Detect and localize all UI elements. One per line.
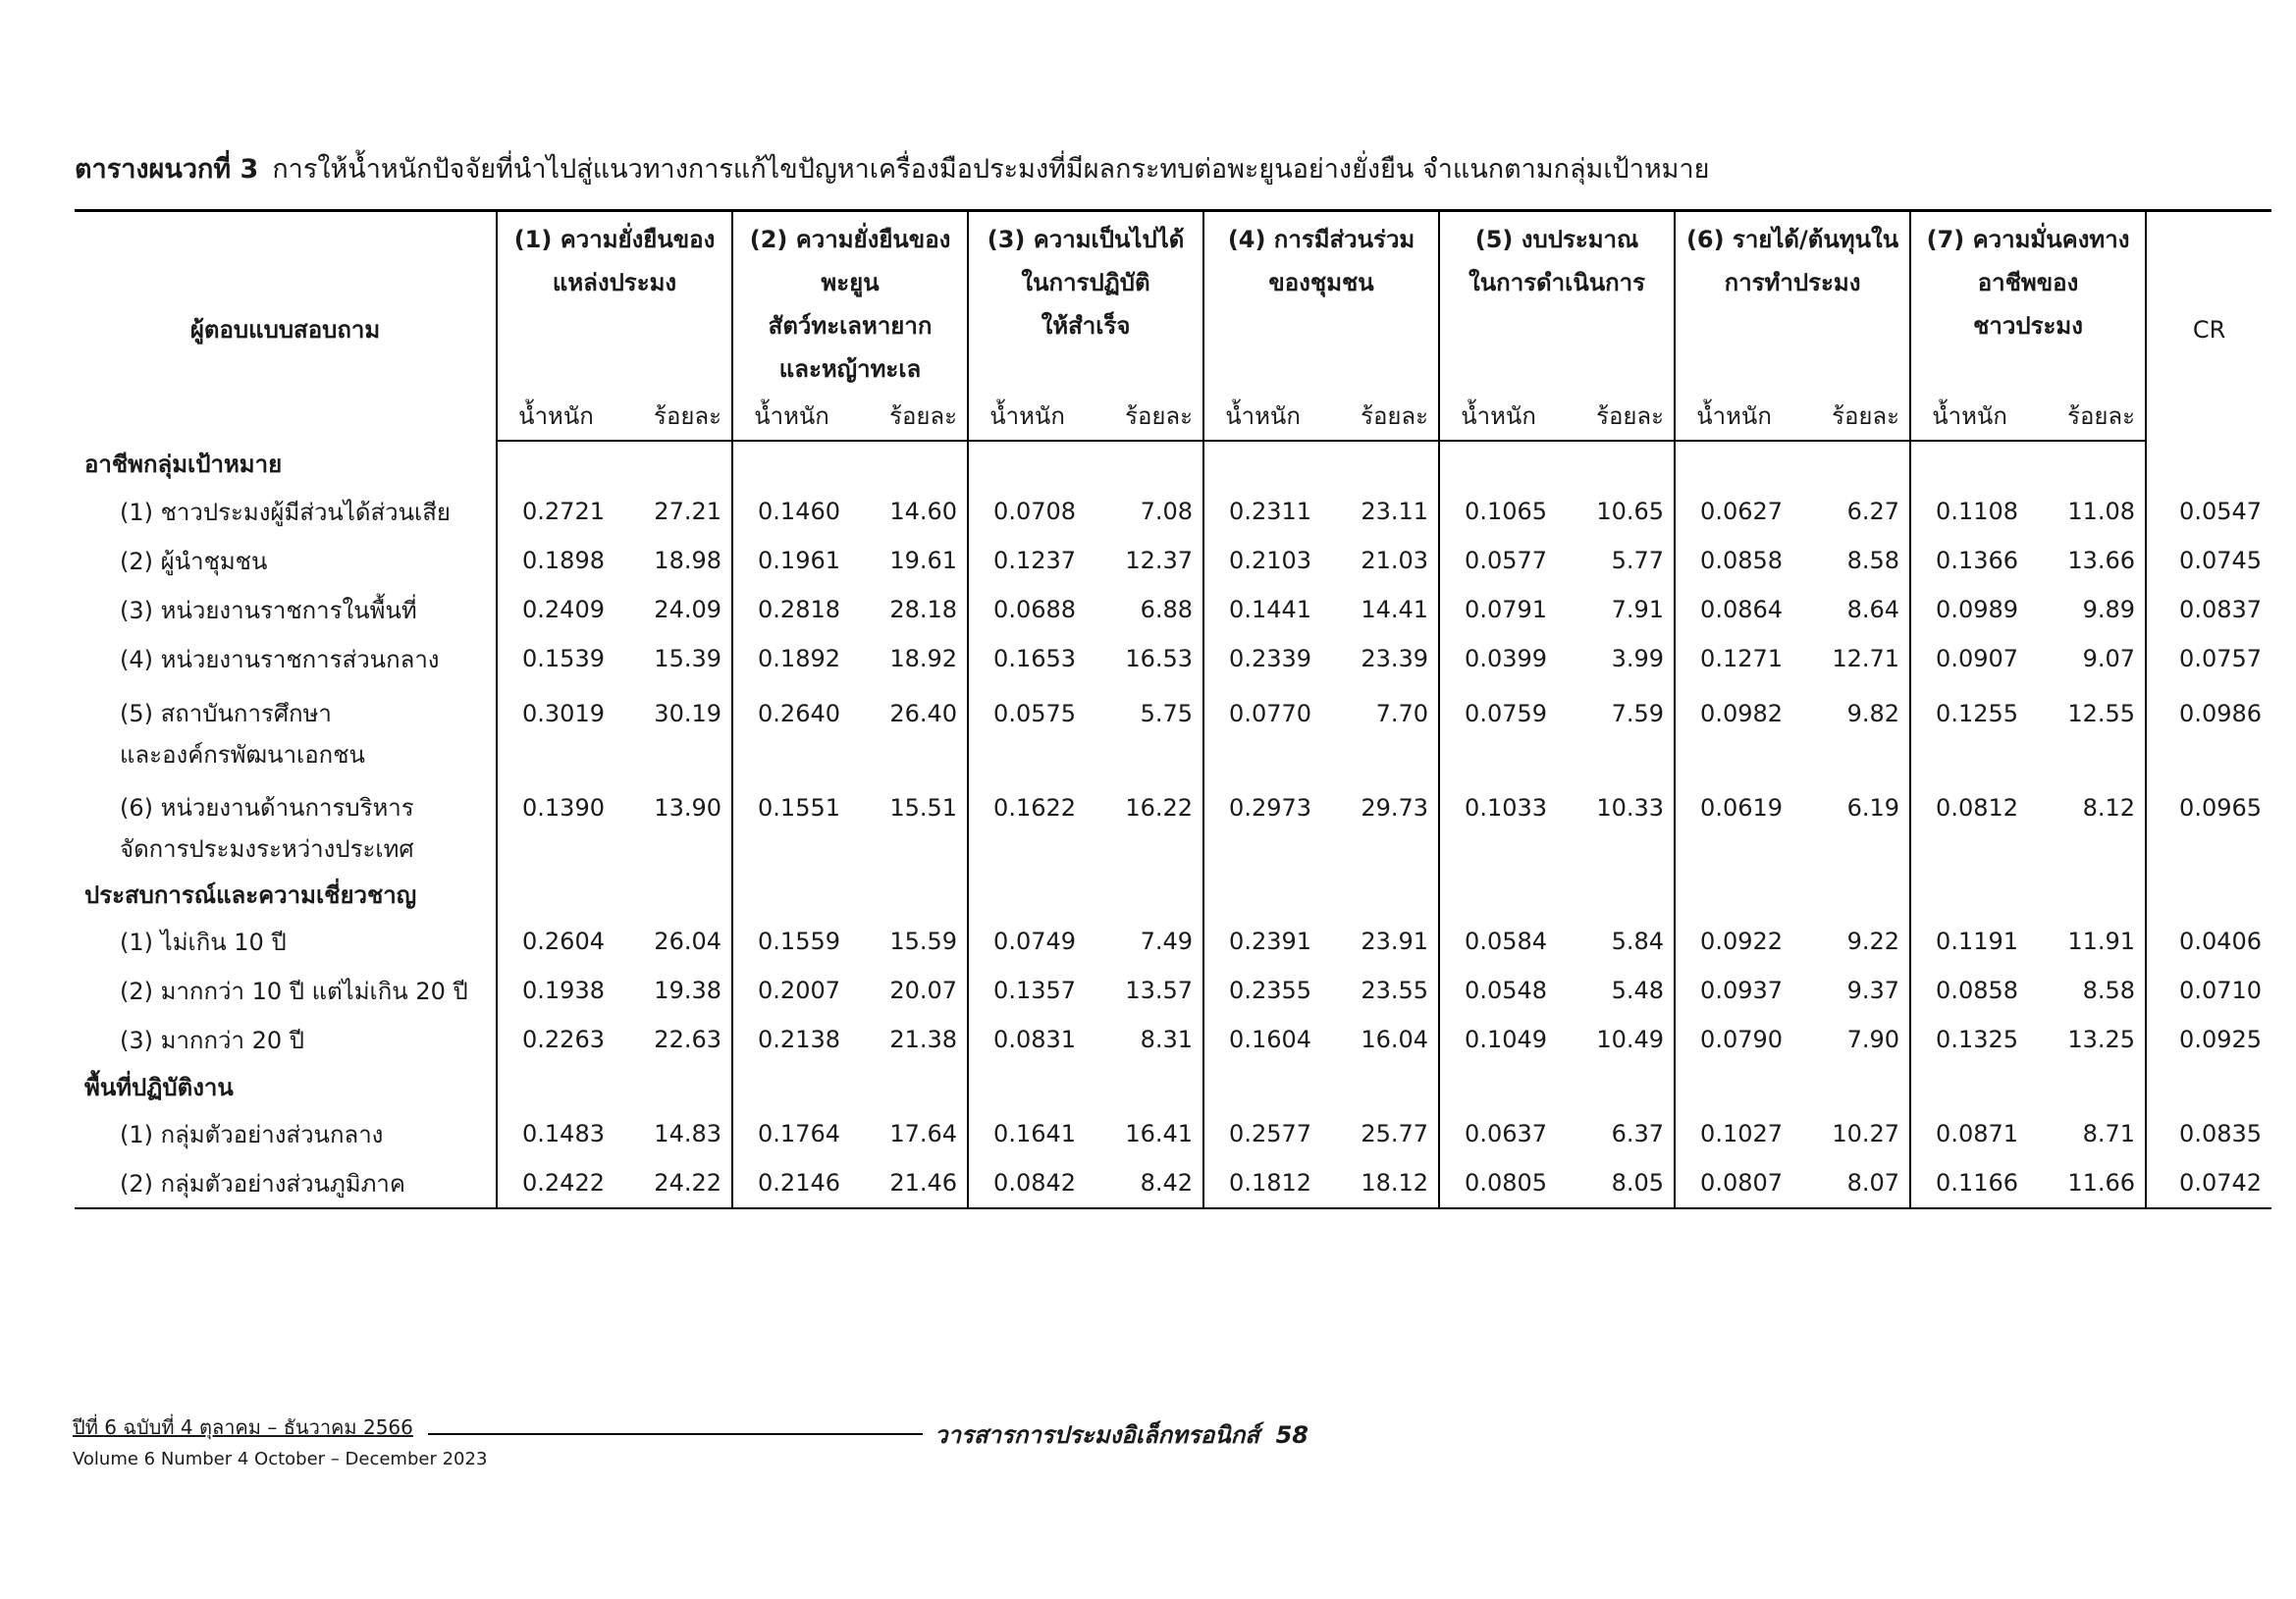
- weight-cell: 0.1764: [732, 1109, 850, 1158]
- percent-cell: 10.65: [1596, 498, 1665, 525]
- percent-cell: 23.39: [1361, 645, 1429, 672]
- percent-cell: 11.66: [2028, 1158, 2146, 1208]
- weight-cell: 0.3019: [497, 683, 614, 777]
- weight-subheader: น้ำหนัก: [968, 391, 1086, 441]
- row-label: [75, 634, 497, 683]
- table-body: [75, 441, 2271, 1208]
- table-row: [75, 683, 2271, 777]
- percent-cell: 8.71: [2082, 1120, 2136, 1147]
- weight-cell: 0.1027: [1675, 1109, 1792, 1158]
- weight-cell: 0.0907: [1910, 634, 2028, 683]
- percent-cell: 6.37: [1611, 1120, 1665, 1147]
- weight-cell: 0.0864: [1675, 585, 1792, 634]
- weight-cell: 0.1441: [1203, 585, 1321, 634]
- percent-cell: 14.83: [654, 1120, 722, 1147]
- weight-subheader: น้ำหนัก: [1675, 391, 1792, 441]
- factor-header: (4) การมีส่วนร่วม ของชุมชน: [1203, 211, 1439, 392]
- percent-cell: 23.91: [1361, 928, 1429, 955]
- weight-cell: 0.0688: [968, 585, 1086, 634]
- percent-cell: 26.40: [889, 700, 958, 727]
- percent-cell: 25.77: [1361, 1120, 1429, 1147]
- weight-subheader: น้ำหนัก: [1439, 391, 1557, 441]
- section-title: พื้นที่ปฏิบัติงาน: [84, 1073, 234, 1101]
- row-label-line: (2) ผู้นำชุมชน: [120, 547, 268, 575]
- weight-cell: 0.0831: [968, 1015, 1086, 1064]
- row-label-line: (3) หน่วยงานราชการในพื้นที่: [120, 596, 417, 624]
- percent-cell: 21.38: [889, 1026, 958, 1053]
- percent-cell: 16.22: [1125, 794, 1194, 822]
- weight-cell: 0.2577: [1203, 1109, 1321, 1158]
- percent-cell: 6.19: [1846, 794, 1900, 822]
- table-row: [75, 1109, 2271, 1158]
- weight-cell: 0.2409: [497, 585, 614, 634]
- weight-cell: 0.0548: [1439, 966, 1557, 1015]
- percent-cell: 9.22: [1846, 928, 1900, 955]
- percent-cell: 15.51: [889, 794, 958, 822]
- row-label: [75, 536, 497, 585]
- row-label: [75, 487, 497, 536]
- percent-subheader: ร้อยละ: [850, 391, 968, 441]
- percent-subheader: ร้อยละ: [614, 391, 732, 441]
- percent-cell: 8.07: [1792, 1158, 1910, 1208]
- cr-cell: 0.0965: [2146, 777, 2271, 872]
- factor-header: (2) ความยั่งยืนของ พะยูน สัตว์ทะเลหายาก และหญ้าทะเล: [732, 211, 968, 392]
- weight-cell: 0.1366: [1910, 536, 2028, 585]
- percent-cell: 6.27: [1846, 498, 1900, 525]
- row-label: [75, 1109, 497, 1158]
- weight-cell: 0.0858: [1910, 966, 2028, 1015]
- weight-cell: 0.1108: [1910, 487, 2028, 536]
- table-title-text: การให้น้ำหนักปัจจัยที่นำไปสู่แนวทางการแก้ไขปัญหาเครื่องมือประมงที่มีผลกระทบต่อพะยูนอย่างยั่งยืน จำแนกตามกลุ่มเป้าหมาย: [272, 154, 1710, 185]
- percent-cell: 18.98: [654, 547, 722, 574]
- percent-cell: 10.33: [1596, 794, 1665, 822]
- percent-cell: 9.82: [1846, 700, 1900, 727]
- weight-cell: 0.2263: [497, 1015, 614, 1064]
- row-label: [75, 683, 497, 777]
- percent-cell: 7.90: [1846, 1026, 1900, 1053]
- weight-cell: 0.0791: [1439, 585, 1557, 634]
- weight-cell: 0.1653: [968, 634, 1086, 683]
- weight-cell: 0.0749: [968, 917, 1086, 966]
- row-label-line: (4) หน่วยงานราชการส่วนกลาง: [120, 645, 440, 673]
- percent-cell: 7.49: [1140, 928, 1194, 955]
- percent-cell: 9.89: [2082, 596, 2136, 623]
- percent-cell: 16.04: [1361, 1026, 1429, 1053]
- weight-cell: 0.0627: [1675, 487, 1792, 536]
- section-row: [75, 872, 2271, 917]
- respondent-header: ผู้ตอบแบบสอบถาม: [75, 211, 497, 442]
- weight-cell: 0.0759: [1439, 683, 1557, 777]
- weight-cell: 0.1237: [968, 536, 1086, 585]
- weight-cell: 0.0577: [1439, 536, 1557, 585]
- weight-cell: 0.1390: [497, 777, 614, 872]
- weight-cell: 0.0871: [1910, 1109, 2028, 1158]
- percent-cell: 8.64: [1846, 596, 1900, 623]
- table-title-label: ตารางผนวกที่ 3: [75, 154, 259, 185]
- row-label-line: จัดการประมงระหว่างประเทศ: [120, 835, 414, 863]
- percent-cell: 8.58: [2082, 977, 2136, 1004]
- percent-cell: 5.84: [1611, 928, 1665, 955]
- table-row: [75, 634, 2271, 683]
- weight-table: [75, 209, 2271, 1209]
- cr-cell: 0.0710: [2146, 966, 2271, 1015]
- percent-cell: 13.25: [2067, 1026, 2136, 1053]
- percent-cell: 7.59: [1611, 700, 1665, 727]
- weight-cell: 0.2355: [1203, 966, 1321, 1015]
- percent-cell: 16.53: [1125, 645, 1194, 672]
- cr-cell: 0.0406: [2146, 917, 2271, 966]
- row-label-line: (2) กลุ่มตัวอย่างส่วนภูมิภาค: [120, 1169, 405, 1198]
- table-row: [75, 585, 2271, 634]
- percent-cell: 7.70: [1375, 700, 1429, 727]
- weight-cell: 0.2604: [497, 917, 614, 966]
- section-row: [75, 1064, 2271, 1109]
- percent-cell: 5.48: [1611, 977, 1665, 1004]
- factor-header: (7) ความมั่นคงทาง อาชีพของ ชาวประมง: [1910, 211, 2146, 392]
- weight-cell: 0.1357: [968, 966, 1086, 1015]
- table-row: [75, 1158, 2271, 1208]
- row-label-line: (6) หน่วยงานด้านการบริหาร: [120, 794, 414, 822]
- footer-issue-english: Volume 6 Number 4 October – December 2023: [73, 1449, 488, 1469]
- percent-cell: 14.60: [889, 498, 958, 525]
- weight-cell: 0.1641: [968, 1109, 1086, 1158]
- cr-header: CR: [2146, 211, 2271, 442]
- percent-cell: 6.88: [1140, 596, 1194, 623]
- percent-cell: 21.46: [850, 1158, 968, 1208]
- percent-cell: 19.38: [654, 977, 722, 1004]
- percent-cell: 7.91: [1611, 596, 1665, 623]
- percent-cell: 11.91: [2067, 928, 2136, 955]
- percent-cell: 9.37: [1846, 977, 1900, 1004]
- percent-cell: 20.07: [889, 977, 958, 1004]
- weight-cell: 0.0937: [1675, 966, 1792, 1015]
- factor-header: (3) ความเป็นไปได้ ในการปฏิบัติ ให้สำเร็จ: [968, 211, 1203, 392]
- weight-subheader: น้ำหนัก: [1203, 391, 1321, 441]
- table-title: [75, 147, 1709, 189]
- percent-cell: 17.64: [889, 1120, 958, 1147]
- weight-cell: 0.1622: [968, 777, 1086, 872]
- weight-cell: 0.2138: [732, 1015, 850, 1064]
- percent-cell: 15.59: [889, 928, 958, 955]
- weight-subheader: น้ำหนัก: [1910, 391, 2028, 441]
- row-label: [75, 1158, 497, 1208]
- weight-cell: 0.0812: [1910, 777, 2028, 872]
- weight-cell: 0.1255: [1910, 683, 2028, 777]
- percent-cell: 7.08: [1140, 498, 1194, 525]
- weight-cell: 0.0805: [1439, 1158, 1557, 1208]
- percent-cell: 23.11: [1361, 498, 1429, 525]
- percent-cell: 18.92: [889, 645, 958, 672]
- percent-cell: 10.49: [1596, 1026, 1665, 1053]
- percent-cell: 28.18: [889, 596, 958, 623]
- weight-cell: 0.2973: [1203, 777, 1321, 872]
- weight-cell: 0.0858: [1675, 536, 1792, 585]
- weight-cell: 0.1483: [497, 1109, 614, 1158]
- row-label-line: (5) สถาบันการศึกษา: [120, 700, 332, 727]
- percent-subheader: ร้อยละ: [1792, 391, 1910, 441]
- factor-header: (1) ความยั่งยืนของ แหล่งประมง: [497, 211, 732, 392]
- weight-cell: 0.0619: [1675, 777, 1792, 872]
- weight-cell: 0.0982: [1675, 683, 1792, 777]
- weight-cell: 0.0922: [1675, 917, 1792, 966]
- weight-subheader: น้ำหนัก: [732, 391, 850, 441]
- weight-cell: 0.0790: [1675, 1015, 1792, 1064]
- cr-cell: 0.0547: [2146, 487, 2271, 536]
- percent-subheader: ร้อยละ: [1321, 391, 1439, 441]
- weight-cell: 0.1065: [1439, 487, 1557, 536]
- row-label-line: (1) กลุ่มตัวอย่างส่วนกลาง: [120, 1120, 384, 1148]
- weight-cell: 0.2640: [732, 683, 850, 777]
- row-label: [75, 1015, 497, 1064]
- percent-cell: 5.77: [1611, 547, 1665, 574]
- row-label-line: (1) ไม่เกิน 10 ปี: [120, 928, 287, 956]
- cr-cell: 0.0745: [2146, 536, 2271, 585]
- percent-cell: 22.63: [654, 1026, 722, 1053]
- weight-cell: 0.0989: [1910, 585, 2028, 634]
- footer-issue-thai: ปีที่ 6 ฉบับที่ 4 ตุลาคม – ธันวาคม 2566: [73, 1415, 413, 1439]
- weight-cell: 0.1460: [732, 487, 850, 536]
- weight-cell: 0.1271: [1675, 634, 1792, 683]
- weight-cell: 0.1551: [732, 777, 850, 872]
- weight-cell: 0.0637: [1439, 1109, 1557, 1158]
- row-label: [75, 585, 497, 634]
- weight-cell: 0.0708: [968, 487, 1086, 536]
- weight-cell: 0.0770: [1203, 683, 1321, 777]
- row-label-line: (2) มากกว่า 10 ปี แต่ไม่เกิน 20 ปี: [120, 977, 468, 1005]
- percent-cell: 12.55: [2067, 700, 2136, 727]
- weight-cell: 0.0842: [968, 1158, 1086, 1208]
- percent-cell: 8.05: [1557, 1158, 1675, 1208]
- percent-cell: 23.55: [1361, 977, 1429, 1004]
- percent-cell: 9.07: [2082, 645, 2136, 672]
- weight-cell: 0.1812: [1203, 1158, 1321, 1208]
- percent-subheader: ร้อยละ: [1086, 391, 1203, 441]
- percent-subheader: ร้อยละ: [2028, 391, 2146, 441]
- percent-cell: 21.03: [1361, 547, 1429, 574]
- weight-cell: 0.1325: [1910, 1015, 2028, 1064]
- cr-cell: 0.0837: [2146, 585, 2271, 634]
- percent-cell: 12.37: [1125, 547, 1194, 574]
- row-label: [75, 917, 497, 966]
- row-label-line: (1) ชาวประมงผู้มีส่วนได้ส่วนเสีย: [120, 498, 451, 526]
- weight-cell: 0.1033: [1439, 777, 1557, 872]
- page-number: 58: [1275, 1421, 1309, 1449]
- percent-cell: 18.12: [1321, 1158, 1439, 1208]
- weight-cell: 0.1191: [1910, 917, 2028, 966]
- footer-divider: [428, 1433, 923, 1435]
- section-title: ประสบการณ์และความเชี่ยวชาญ: [84, 880, 417, 909]
- weight-cell: 0.2339: [1203, 634, 1321, 683]
- percent-cell: 30.19: [654, 700, 722, 727]
- percent-cell: 13.66: [2067, 547, 2136, 574]
- weight-cell: 0.0399: [1439, 634, 1557, 683]
- row-label-line: (3) มากกว่า 20 ปี: [120, 1026, 304, 1054]
- weight-cell: 0.1539: [497, 634, 614, 683]
- row-label-line: และองค์กรพัฒนาเอกชน: [120, 741, 365, 769]
- row-label: [75, 966, 497, 1015]
- percent-cell: 24.22: [614, 1158, 732, 1208]
- percent-cell: 14.41: [1361, 596, 1429, 623]
- percent-cell: 8.12: [2082, 794, 2136, 822]
- section-row: [75, 441, 2271, 487]
- weight-cell: 0.2391: [1203, 917, 1321, 966]
- cr-cell: 0.0757: [2146, 634, 2271, 683]
- percent-cell: 8.31: [1140, 1026, 1194, 1053]
- cr-cell: 0.0986: [2146, 683, 2271, 777]
- percent-cell: 5.75: [1140, 700, 1194, 727]
- weight-cell: 0.1049: [1439, 1015, 1557, 1064]
- section-title: อาชีพกลุ่มเป้าหมาย: [84, 451, 283, 478]
- percent-cell: 10.27: [1832, 1120, 1900, 1147]
- table-row: [75, 966, 2271, 1015]
- weight-cell: 0.0807: [1675, 1158, 1792, 1208]
- weight-cell: 0.2818: [732, 585, 850, 634]
- weight-cell: 0.1892: [732, 634, 850, 683]
- weight-cell: 0.1898: [497, 536, 614, 585]
- percent-cell: 8.58: [1846, 547, 1900, 574]
- percent-cell: 11.08: [2067, 498, 2136, 525]
- weight-subheader: น้ำหนัก: [497, 391, 614, 441]
- weight-cell: 0.2422: [497, 1158, 614, 1208]
- percent-cell: 24.09: [654, 596, 722, 623]
- percent-cell: 15.39: [654, 645, 722, 672]
- table-row: [75, 777, 2271, 872]
- percent-cell: 3.99: [1611, 645, 1665, 672]
- journal-name: วารสารการประมงอิเล็กทรอนิกส์: [934, 1421, 1259, 1449]
- factor-header-row: [75, 211, 2271, 392]
- cr-cell: 0.0835: [2146, 1109, 2271, 1158]
- weight-cell: 0.1166: [1910, 1158, 2028, 1208]
- cr-cell: 0.0742: [2146, 1158, 2271, 1208]
- percent-cell: 8.42: [1086, 1158, 1203, 1208]
- percent-cell: 13.57: [1125, 977, 1194, 1004]
- weight-cell: 0.0584: [1439, 917, 1557, 966]
- footer-journal: [934, 1415, 1308, 1454]
- cr-cell: 0.0925: [2146, 1015, 2271, 1064]
- row-label: [75, 777, 497, 872]
- factor-header: (6) รายได้/ต้นทุนใน การทำประมง: [1675, 211, 1910, 392]
- factor-header: (5) งบประมาณ ในการดำเนินการ: [1439, 211, 1675, 392]
- weight-cell: 0.2721: [497, 487, 614, 536]
- weight-cell: 0.2007: [732, 966, 850, 1015]
- percent-subheader: ร้อยละ: [1557, 391, 1675, 441]
- percent-cell: 27.21: [654, 498, 722, 525]
- weight-cell: 0.1938: [497, 966, 614, 1015]
- table-header: [75, 211, 2271, 442]
- table-row: [75, 917, 2271, 966]
- percent-cell: 12.71: [1832, 645, 1900, 672]
- table-row: [75, 536, 2271, 585]
- weight-cell: 0.2311: [1203, 487, 1321, 536]
- weight-cell: 0.0575: [968, 683, 1086, 777]
- percent-cell: 29.73: [1361, 794, 1429, 822]
- percent-cell: 19.61: [889, 547, 958, 574]
- table-row: [75, 487, 2271, 536]
- weight-cell: 0.1559: [732, 917, 850, 966]
- weight-cell: 0.2146: [732, 1158, 850, 1208]
- weight-cell: 0.1604: [1203, 1015, 1321, 1064]
- percent-cell: 13.90: [654, 794, 722, 822]
- percent-cell: 26.04: [654, 928, 722, 955]
- table-row: [75, 1015, 2271, 1064]
- weight-cell: 0.2103: [1203, 536, 1321, 585]
- percent-cell: 16.41: [1125, 1120, 1194, 1147]
- weight-cell: 0.1961: [732, 536, 850, 585]
